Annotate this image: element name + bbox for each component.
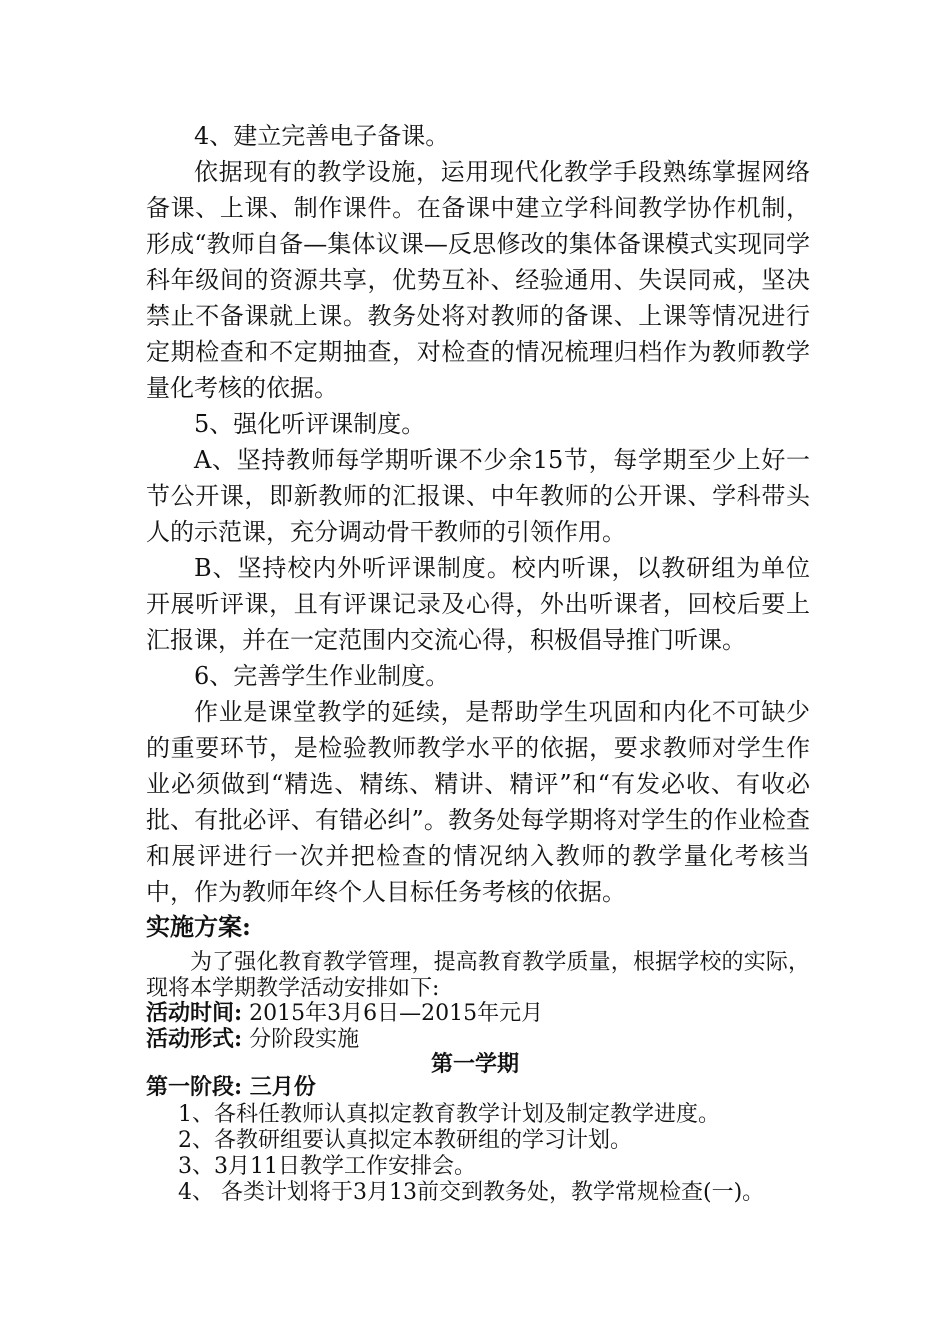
item5-b: B、坚持校内外听评课制度。校内听课，以教研组为单位开展听评课，且有评课记录及心得，外出听课者，回校后要上汇报课，并在一定范围内交流心得，积极倡导推门听课。 [146, 554, 810, 654]
activity-time-label: 活动时间: [146, 1000, 243, 1026]
activity-time [146, 1000, 543, 1027]
item6-title: 6、完善学生作业制度。 [194, 662, 450, 690]
item5-a: A、坚持教师每学期听课不少余15节，每学期至少上好一节公开课，即新教师的汇报课、中年教师的公开课、学科带头人的示范课，充分调动骨干教师的引领作用。 [146, 446, 810, 546]
activity-form-value: 分阶段实施 [249, 1027, 360, 1052]
item4-body: 依据现有的教学设施，运用现代化教学手段熟练掌握网络备课、上课、制作课件。在备课中建立学科间教学协作机制，形成“教师自备—集体议课—反思修改的集体备课模式实现同学科年级间的资源共享，优势互补、经验通用、失误同戒，坚决禁止不备课就上课。教务处将对教师的备课、上课等情况进行定期检查和不定期抽查，对检查的情况梳理归档作为教师教学量化考核的依据。 [146, 158, 810, 402]
plan-intro: 为了强化教育教学管理，提高教育教学质量，根据学校的实际，现将本学期教学活动安排如下: [146, 950, 810, 1001]
stage1-item-4: 4、 各类计划将于3月13前交到教务处，教学常规检查(一)。 [178, 1180, 765, 1205]
stage1-item-2: 2、各教研组要认真拟定本教研组的学习计划。 [178, 1128, 632, 1153]
item4-title: 4、建立完善电子备课。 [194, 122, 450, 150]
semester-title: 第一学期 [430, 1051, 519, 1077]
item5-title: 5、强化听评课制度。 [194, 410, 426, 438]
activity-form [146, 1026, 359, 1053]
stage1-item-1: 1、各科任教师认真拟定教育教学计划及制定教学进度。 [178, 1102, 720, 1127]
activity-time-value: 2015年3月6日—2015年元月 [249, 1001, 544, 1026]
stage1-item-3: 3、3月11日教学工作安排会。 [178, 1154, 476, 1179]
plan-heading: 实施方案: [146, 912, 251, 941]
item6-body: 作业是课堂教学的延续，是帮助学生巩固和内化不可缺少的重要环节，是检验教师教学水平的依据，要求教师对学生作业必须做到“精选、精练、精讲、精评”和“有发必收、有收必批、有批必评、有错必纠”。教务处每学期将对学生的作业检查和展评进行一次并把检查的情况纳入教师的教学量化考核当中，作为教师年终个人目标任务考核的依据。 [146, 698, 810, 906]
stage1-heading: 第一阶段: 三月份 [146, 1074, 316, 1100]
activity-form-label: 活动形式: [146, 1026, 243, 1052]
